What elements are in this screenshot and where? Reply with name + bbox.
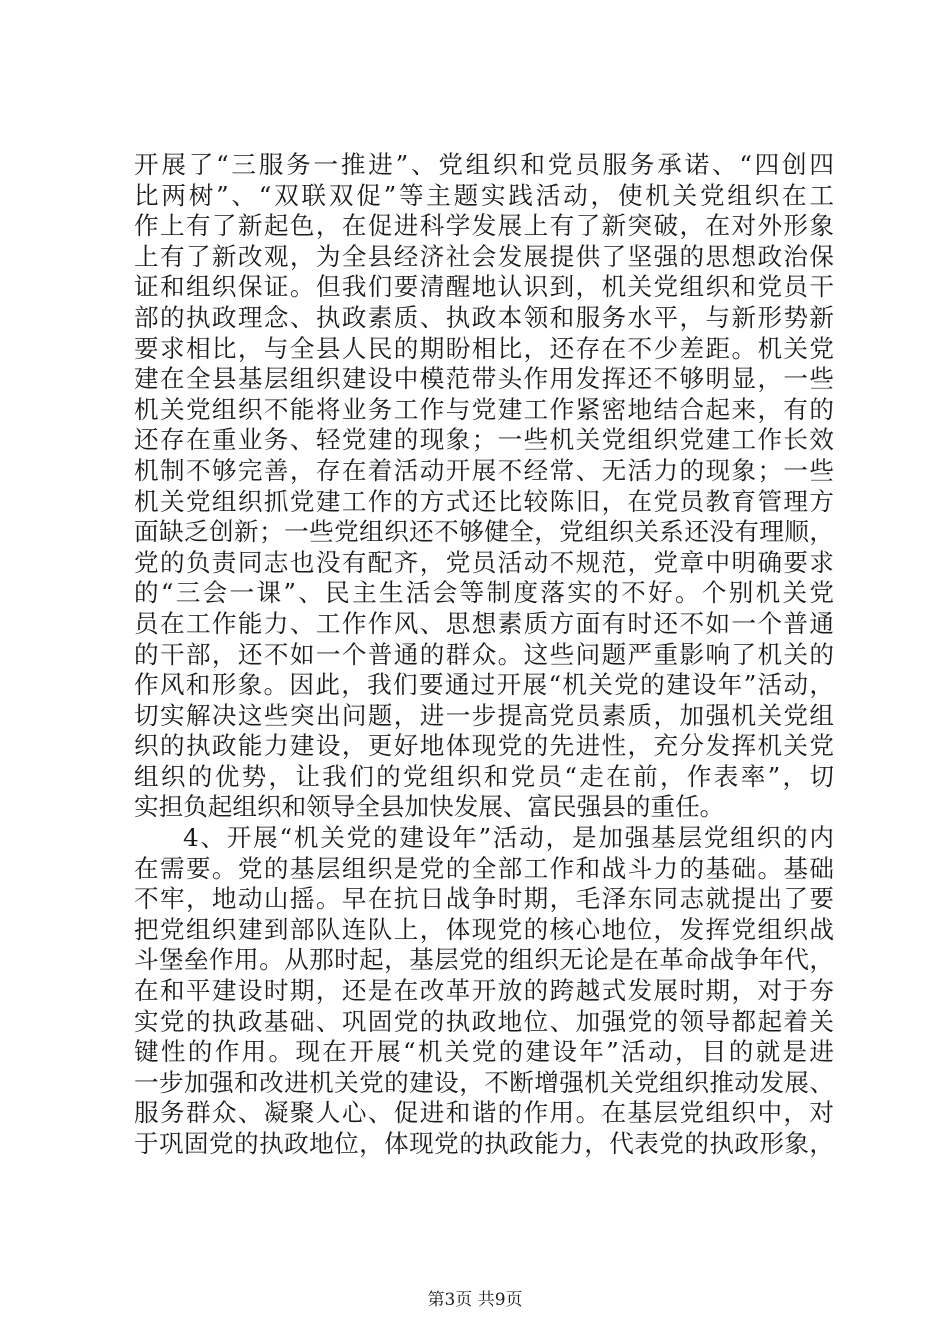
text-line: 员在工作能力、工作作风、思想素质方面有时还不如一个普通 [134, 608, 834, 638]
text-line: 上有了新改观，为全县经济社会发展提供了坚强的思想政治保 [134, 241, 834, 271]
text-line: 作上有了新起色，在促进科学发展上有了新突破，在对外形象 [134, 211, 834, 241]
body-text [134, 150, 834, 1160]
text-line: 把党组织建到部队连队上，体现党的核心地位，发挥党组织战 [134, 914, 834, 944]
text-line: 键性的作用。现在开展“机关党的建设年”活动，目的就是进 [134, 1037, 834, 1067]
text-line: 开展了“三服务一推进”、党组织和党员服务承诺、“四创四 [134, 150, 834, 179]
text-line: 于巩固党的执政地位，体现党的执政能力，代表党的执政形象， [134, 1129, 834, 1158]
text-line: 一步加强和改进机关党的建设，不断增强机关党组织推动发展、 [134, 1067, 834, 1097]
text-line: 作风和形象。因此，我们要通过开展“机关党的建设年”活动， [134, 670, 834, 700]
text-line: 机关党组织抓党建工作的方式还比较陈旧，在党员教育管理方 [134, 486, 834, 516]
text-line: 切实解决这些突出问题，进一步提高党员素质，加强机关党组 [134, 700, 834, 730]
text-line: 要求相比，与全县人民的期盼相比，还存在不少差距。机关党 [134, 333, 834, 363]
paragraph-start-line: 4、开展“机关党的建设年”活动，是加强基层党组织的内 [183, 823, 834, 853]
text-line: 不牢，地动山摇。早在抗日战争时期，毛泽东同志就提出了要 [134, 884, 834, 914]
text-line: 在需要。党的基层组织是党的全部工作和战斗力的基础。基础 [134, 853, 834, 883]
text-line: 实担负起组织和领导全县加快发展、富民强县的重任。 [134, 792, 725, 822]
text-line: 机制不够完善，存在着活动开展不经常、无活力的现象；一些 [134, 455, 834, 485]
text-line: 织的执政能力建设，更好地体现党的先进性，充分发挥机关党 [134, 731, 834, 761]
text-line: 服务群众、凝聚人心、促进和谐的作用。在基层党组织中，对 [134, 1098, 834, 1128]
page-footer: 第3页 共9页 [427, 1290, 523, 1310]
text-line: 建在全县基层组织建设中模范带头作用发挥还不够明显，一些 [134, 364, 834, 394]
text-line: 面缺乏创新；一些党组织还不够健全，党组织关系还没有理顺， [134, 517, 834, 547]
text-line: 机关党组织不能将业务工作与党建工作紧密地结合起来，有的 [134, 394, 834, 424]
text-line: 党的负责同志也没有配齐，党员活动不规范，党章中明确要求 [134, 547, 834, 577]
text-line: 在和平建设时期，还是在改革开放的跨越式发展时期，对于夯 [134, 976, 834, 1006]
text-line: 还存在重业务、轻党建的现象；一些机关党组织党建工作长效 [134, 425, 834, 455]
text-line: 部的执政理念、执政素质、执政本领和服务水平，与新形势新 [134, 302, 834, 332]
text-line: 斗堡垒作用。从那时起，基层党的组织无论是在革命战争年代， [134, 945, 834, 975]
text-line: 比两树”、“双联双促”等主题实践活动，使机关党组织在工 [134, 180, 834, 210]
text-line: 的“三会一课”、民主生活会等制度落实的不好。个别机关党 [134, 578, 834, 608]
text-line: 的干部，还不如一个普通的群众。这些问题严重影响了机关的 [134, 639, 834, 669]
text-line: 组织的优势，让我们的党组织和党员“走在前，作表率”，切 [134, 761, 834, 791]
text-line: 证和组织保证。但我们要清醒地认识到，机关党组织和党员干 [134, 272, 834, 302]
text-line: 实党的执政基础、巩固党的执政地位、加强党的领导都起着关 [134, 1006, 834, 1036]
